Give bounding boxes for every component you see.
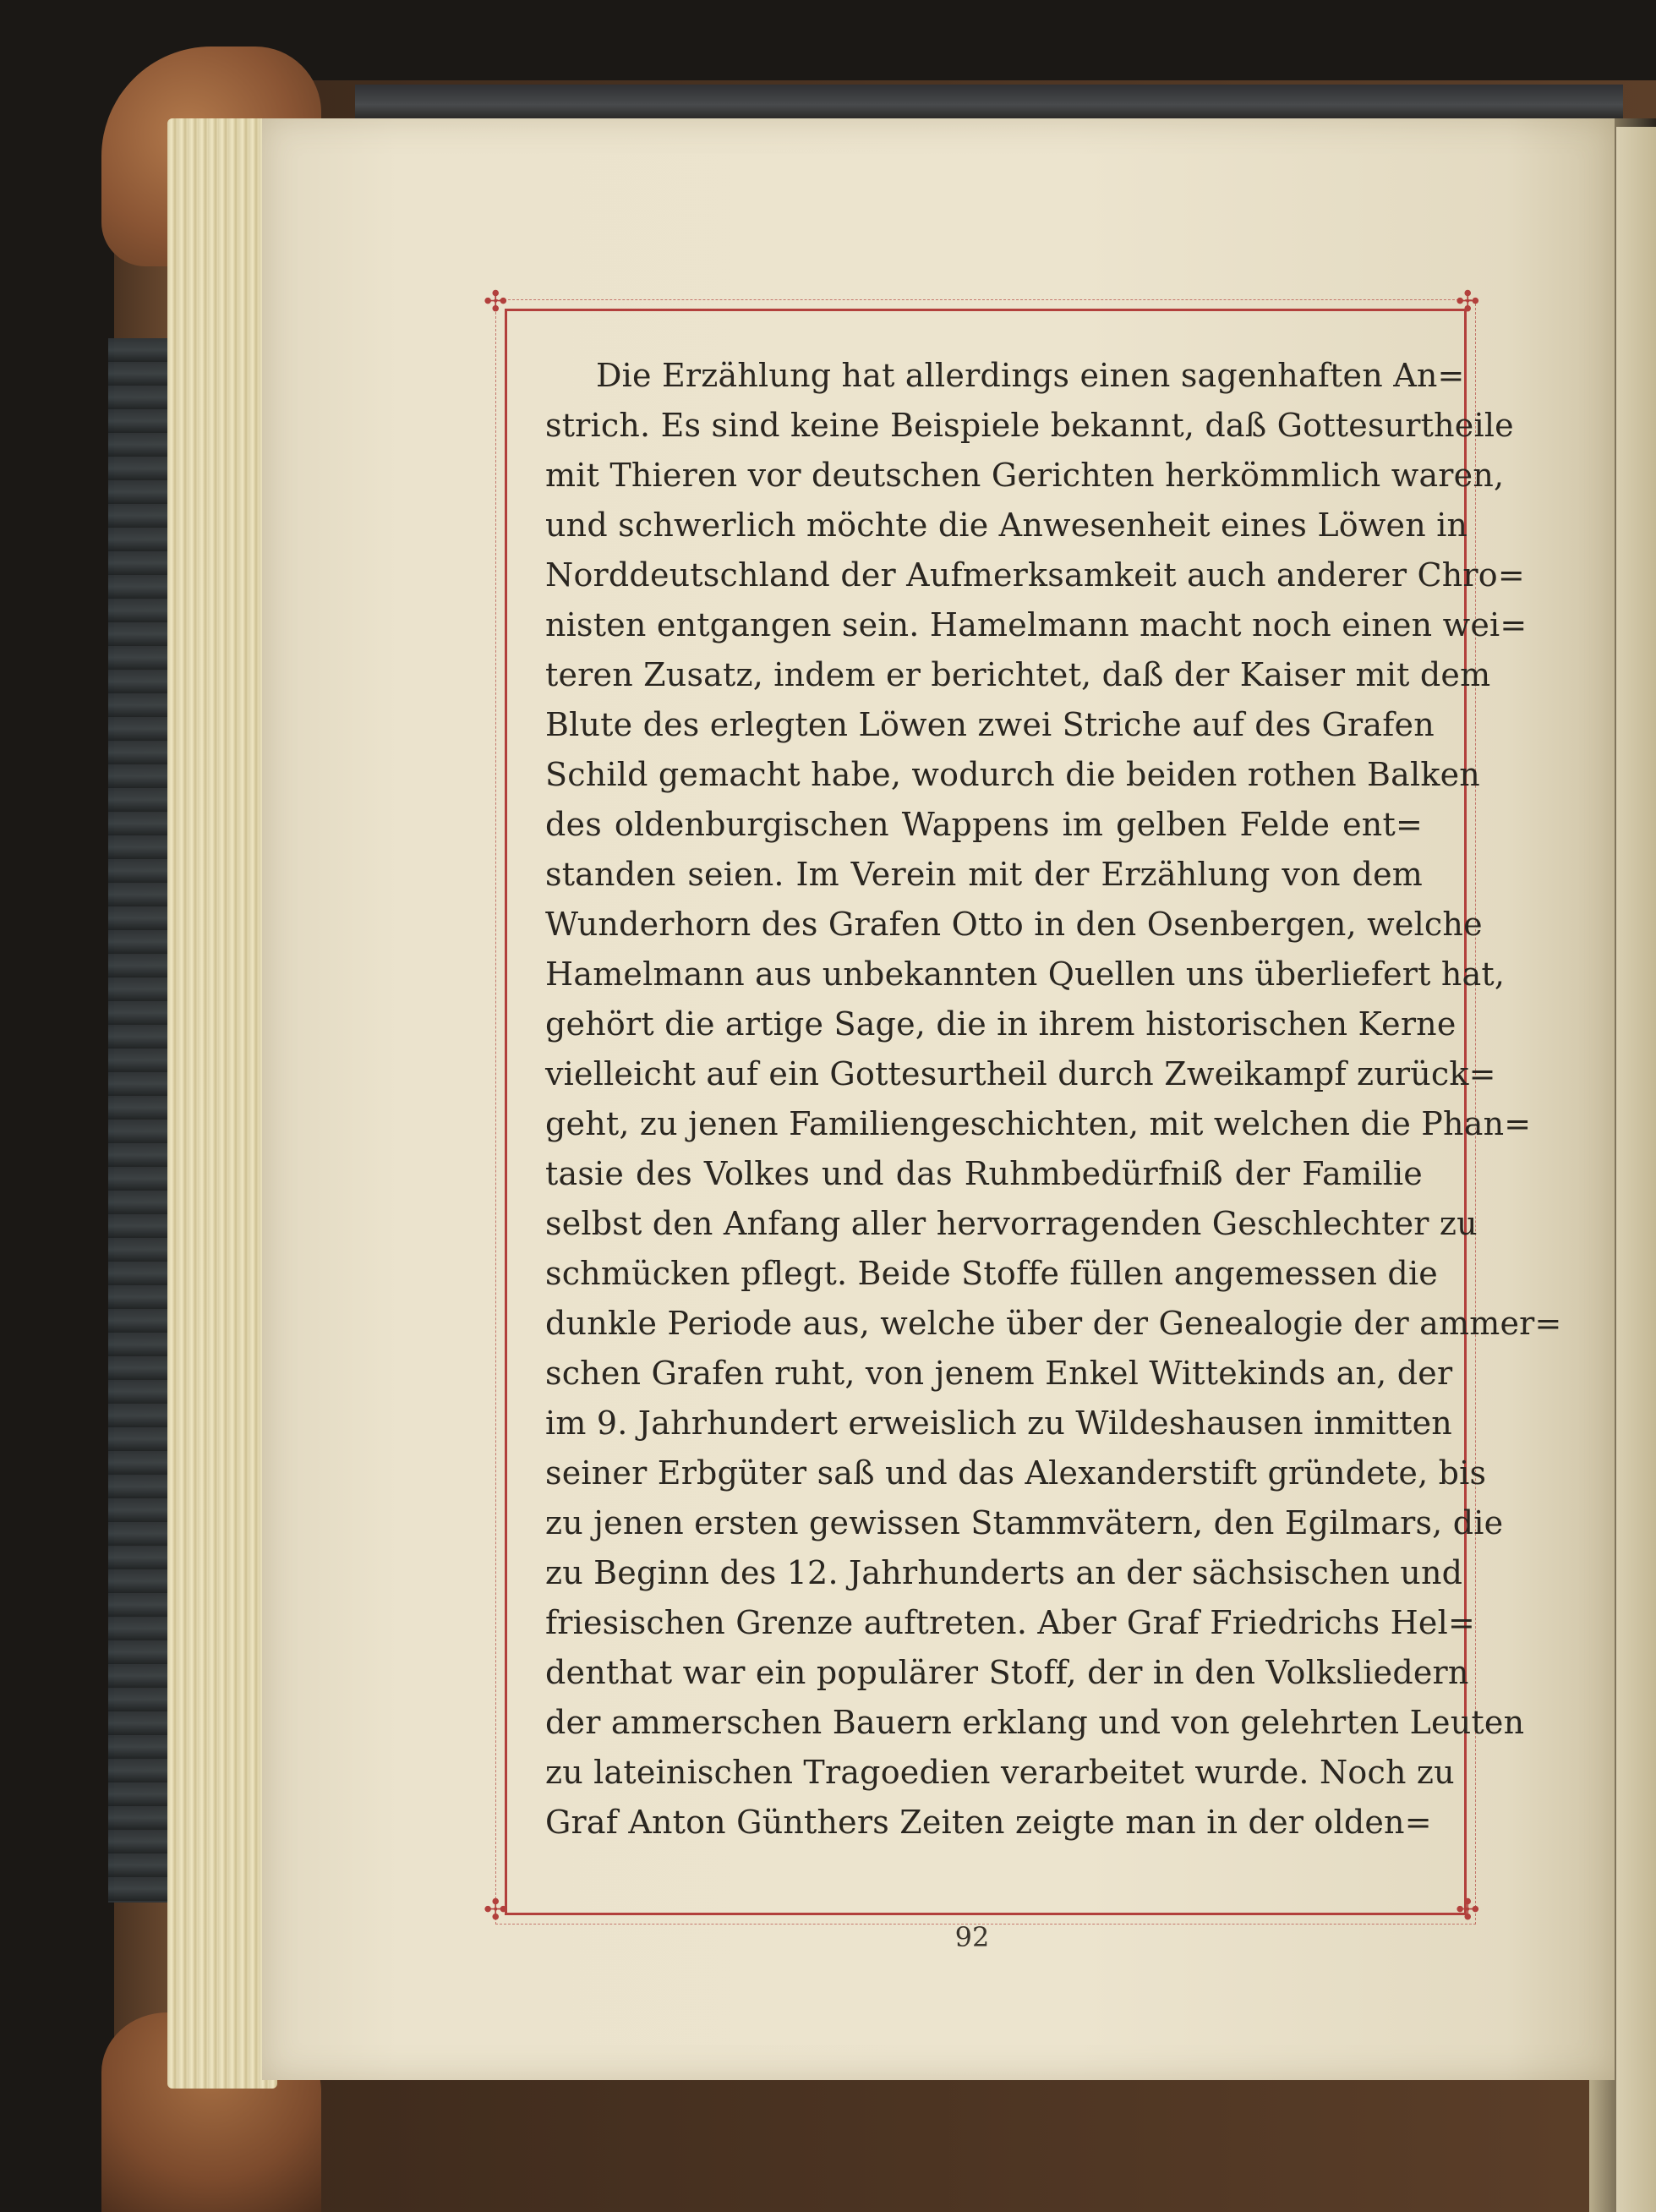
text-line: teren Zusatz, indem er berichtet, daß der Kaiser mit dem bbox=[545, 656, 1491, 693]
text-line: dunkle Periode aus, welche über der Genealogie der ammer= bbox=[545, 1305, 1562, 1342]
text-line: Norddeutschland der Aufmerksamkeit auch anderer Chro= bbox=[545, 556, 1525, 594]
corner-ornament-top-right-icon: ✣ bbox=[1456, 285, 1480, 319]
text-line: Hamelmann aus unbekannten Quellen uns überliefert hat, bbox=[545, 955, 1506, 993]
text-line: seiner Erbgüter saß und das Alexanderstift gründete, bis bbox=[545, 1454, 1487, 1492]
corner-ornament-bottom-left-icon: ✣ bbox=[484, 1893, 508, 1927]
page-number: 92 bbox=[954, 1921, 990, 1953]
text-line: der ammerschen Bauern erklang und von gelehrten Leuten bbox=[545, 1704, 1525, 1741]
text-line: schen Grafen ruht, von jenem Enkel Wittekinds an, der bbox=[545, 1355, 1453, 1392]
page-edges-stack bbox=[167, 118, 277, 2089]
text-line: schmücken pflegt. Beide Stoffe füllen angemessen die bbox=[545, 1255, 1438, 1292]
text-line: standen seien. Im Verein mit der Erzählung von dem bbox=[545, 856, 1423, 893]
body-text bbox=[545, 351, 1562, 1856]
text-line: mit Thieren vor deutschen Gerichten herkömmlich waren, bbox=[545, 457, 1505, 494]
text-line: selbst den Anfang aller hervorragenden Geschlechter zu bbox=[545, 1205, 1478, 1242]
text-line: friesischen Grenze auftreten. Aber Graf Friedrichs Hel= bbox=[545, 1604, 1475, 1641]
text-line: denthat war ein populärer Stoff, der in den Volksliedern bbox=[545, 1654, 1469, 1691]
leather-binding-top bbox=[355, 85, 1623, 118]
text-line: Wunderhorn des Grafen Otto in den Osenbergen, welche bbox=[545, 906, 1483, 943]
text-line: geht, zu jenen Familiengeschichten, mit welchen die Phan= bbox=[545, 1105, 1532, 1142]
text-line: zu jenen ersten gewissen Stammvätern, den Egilmars, die bbox=[545, 1504, 1504, 1541]
corner-ornament-top-left-icon: ✣ bbox=[484, 285, 508, 319]
text-line: tasie des Volkes und das Ruhmbedürfniß der Familie bbox=[545, 1155, 1423, 1192]
text-line: vielleicht auf ein Gottesurtheil durch Zweikampf zurück= bbox=[545, 1055, 1496, 1092]
text-line: Graf Anton Günthers Zeiten zeigte man in der olden= bbox=[545, 1804, 1432, 1841]
text-line: gehört die artige Sage, die in ihrem historischen Kerne bbox=[545, 1005, 1457, 1043]
text-line: Blute des erlegten Löwen zwei Striche auf des Grafen bbox=[545, 706, 1435, 743]
corner-ornament-bottom-right-icon: ✣ bbox=[1456, 1893, 1480, 1927]
text-line: strich. Es sind keine Beispiele bekannt, daß Gottesurtheile bbox=[545, 407, 1514, 444]
text-line: im 9. Jahrhundert erweislich zu Wildeshausen inmitten bbox=[545, 1404, 1452, 1442]
text-line: Die Erzählung hat allerdings einen sagenhaften An= bbox=[596, 357, 1465, 394]
spine-binding bbox=[108, 338, 176, 1903]
facing-page-edge bbox=[1616, 127, 1656, 2212]
text-line: zu Beginn des 12. Jahrhunderts an der sächsischen und bbox=[545, 1554, 1463, 1591]
text-line: nisten entgangen sein. Hamelmann macht noch einen wei= bbox=[545, 606, 1528, 643]
text-line: zu lateinischen Tragoedien verarbeitet wurde. Noch zu bbox=[545, 1754, 1455, 1791]
text-line: Schild gemacht habe, wodurch die beiden rothen Balken bbox=[545, 756, 1480, 793]
text-line: und schwerlich möchte die Anwesenheit eines Löwen in bbox=[545, 506, 1468, 544]
text-line: des oldenburgischen Wappens im gelben Felde ent= bbox=[545, 806, 1423, 843]
